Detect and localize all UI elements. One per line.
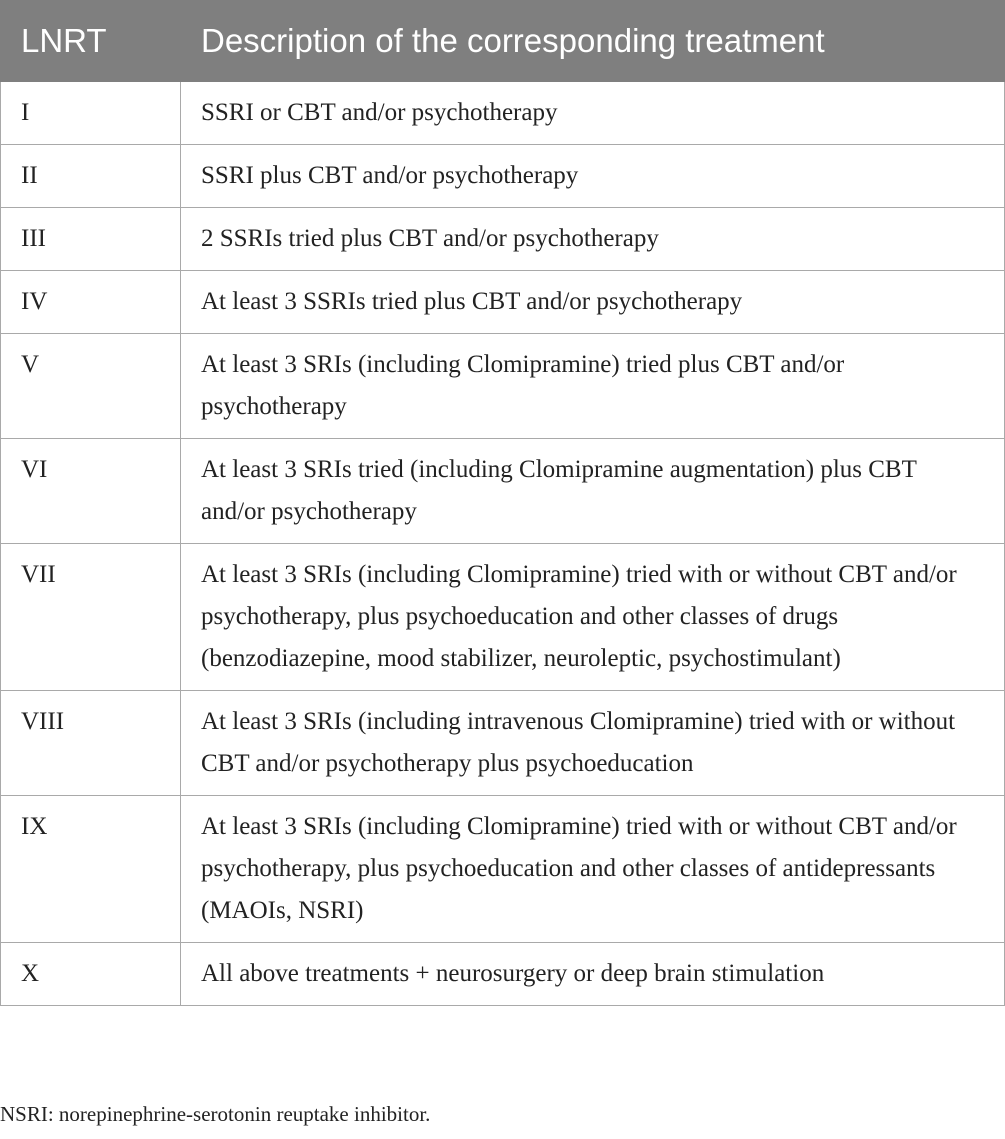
description-cell: At least 3 SSRIs tried plus CBT and/or psychotherapy	[181, 271, 1005, 334]
table-row	[1, 796, 1005, 943]
lnrt-cell: VI	[1, 439, 181, 544]
lnrt-cell: X	[1, 943, 181, 1006]
header-lnrt: LNRT	[1, 1, 181, 82]
description-cell: All above treatments + neurosurgery or deep brain stimulation	[181, 943, 1005, 1006]
header-row	[1, 1, 1005, 82]
header-description: Description of the corresponding treatment	[181, 1, 1005, 82]
description-cell: At least 3 SRIs (including Clomipramine) tried plus CBT and/or psychotherapy	[181, 334, 1005, 439]
table-row	[1, 334, 1005, 439]
description-cell: 2 SSRIs tried plus CBT and/or psychotherapy	[181, 208, 1005, 271]
lnrt-cell: V	[1, 334, 181, 439]
table-row	[1, 943, 1005, 1006]
table-row	[1, 271, 1005, 334]
description-cell: At least 3 SRIs (including Clomipramine) tried with or without CBT and/or psychotherapy, plus psychoeducation and other classes of drugs (benzodiazepine, mood stabilizer, neuroleptic, psychostimulant)	[181, 544, 1005, 691]
lnrt-cell: VIII	[1, 691, 181, 796]
lnrt-cell: VII	[1, 544, 181, 691]
description-cell: At least 3 SRIs (including Clomipramine) tried with or without CBT and/or psychotherapy, plus psychoeducation and other classes of antidepressants (MAOIs, NSRI)	[181, 796, 1005, 943]
description-cell: SSRI plus CBT and/or psychotherapy	[181, 145, 1005, 208]
table-row	[1, 691, 1005, 796]
table-row	[1, 439, 1005, 544]
table-header	[1, 1, 1005, 82]
table-row	[1, 82, 1005, 145]
lnrt-cell: II	[1, 145, 181, 208]
lnrt-cell: IV	[1, 271, 181, 334]
lnrt-cell: I	[1, 82, 181, 145]
table-footnote: NSRI: norepinephrine-serotonin reuptake inhibitor.	[0, 1102, 431, 1126]
table-row	[1, 145, 1005, 208]
table-row	[1, 544, 1005, 691]
table-row	[1, 208, 1005, 271]
lnrt-cell: III	[1, 208, 181, 271]
description-cell: At least 3 SRIs tried (including Clomipramine augmentation) plus CBT and/or psychotherapy	[181, 439, 1005, 544]
table-body	[1, 82, 1005, 1006]
lnrt-cell: IX	[1, 796, 181, 943]
description-cell: At least 3 SRIs (including intravenous Clomipramine) tried with or without CBT and/or psychotherapy plus psychoeducation	[181, 691, 1005, 796]
description-cell: SSRI or CBT and/or psychotherapy	[181, 82, 1005, 145]
